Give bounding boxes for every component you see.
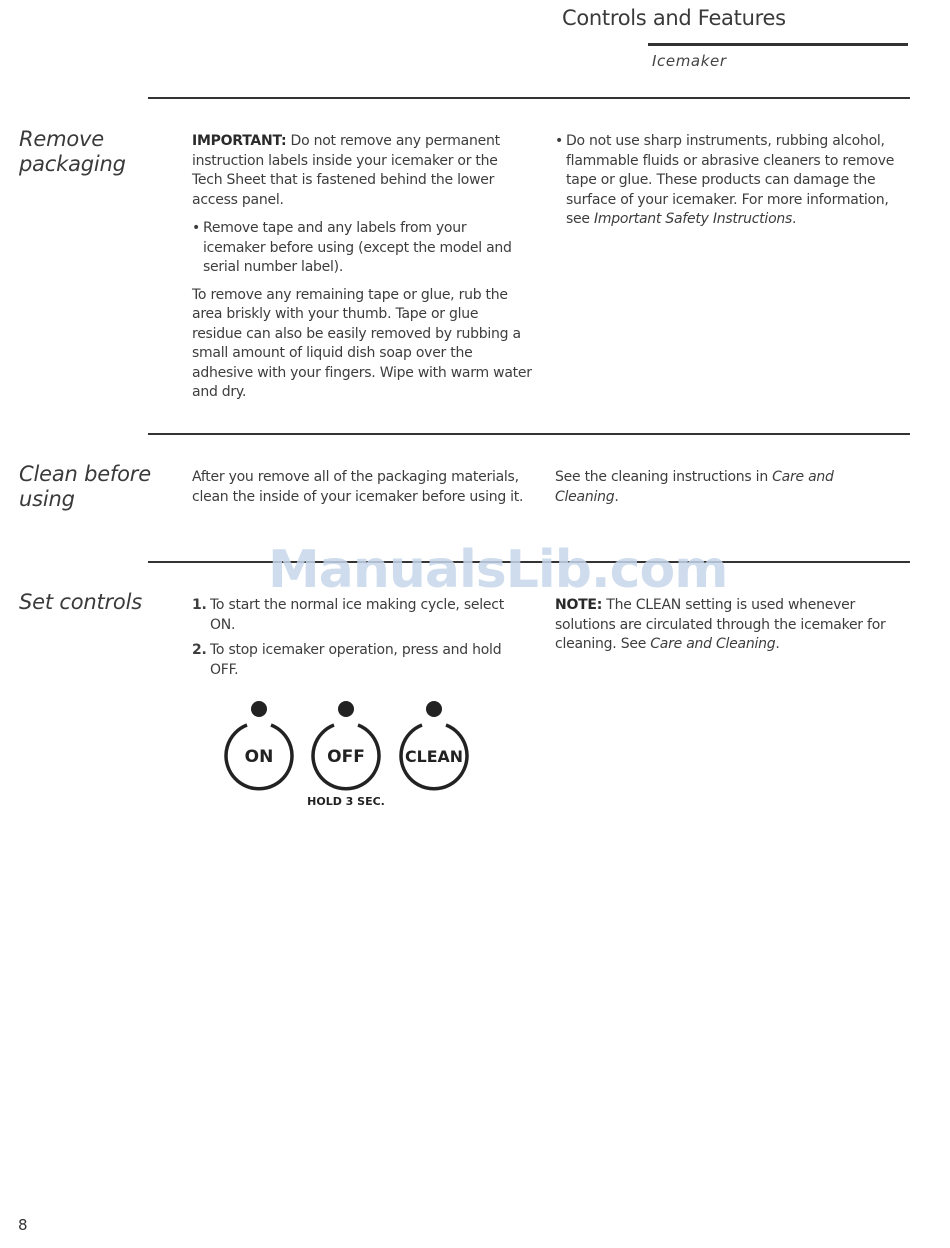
clean-button-icon	[401, 701, 467, 789]
clean-column-right	[555, 468, 885, 507]
bullet-sharp-instruments: • Do not use sharp instruments, rubbing alcohol, flammable fluids or abrasive cleaners to remove tape or glue. These products can damage the surface of your icemaker. For more information, see Important Safety Instructions.	[555, 132, 900, 230]
page-subtitle: Icemaker	[652, 52, 727, 70]
clean-paragraph: After you remove all of the packaging materials, clean the inside of your icemaker before using it.	[192, 469, 524, 505]
hold-label: HOLD 3 SEC.	[307, 795, 385, 808]
bullet-remove-tape: • Remove tape and any labels from your icemaker before using (except the model and serial number label).	[192, 219, 532, 278]
remove-packaging-column-left	[192, 132, 532, 403]
page-title: Controls and Features	[562, 6, 786, 30]
note-paragraph: NOTE: The CLEAN setting is used whenever solutions are circulated through the icemaker for cleaning. See Care and Cleaning.	[555, 597, 886, 652]
remove-packaging-column-right	[555, 132, 900, 230]
header-rule	[648, 43, 908, 46]
step-1: 1. To start the normal ice making cycle, select ON.	[192, 597, 504, 633]
clean-button-label: CLEAN	[405, 747, 463, 766]
section-heading-set-controls: Set controls	[19, 590, 142, 614]
page-number: 8	[18, 1216, 28, 1234]
section-heading-clean-before-using: Clean before using	[19, 462, 151, 511]
on-button-label: ON	[244, 747, 274, 767]
glue-removal-paragraph: To remove any remaining tape or glue, rub the area briskly with your thumb. Tape or glue residue can also be easily removed by rubbing a small amount of liquid dish soap over the adhesive with your fingers. Wipe with warm water and dry.	[192, 286, 532, 400]
off-button-label: OFF	[327, 747, 365, 767]
on-button-icon	[226, 701, 292, 789]
set-controls-steps	[192, 596, 512, 680]
cleaning-reference: See the cleaning instructions in Care and Cleaning.	[555, 469, 834, 505]
step-2: 2. To stop icemaker operation, press and hold OFF.	[192, 642, 502, 678]
section-divider	[148, 433, 910, 435]
important-paragraph: IMPORTANT: Do not remove any permanent instruction labels inside your icemaker or the Tech Sheet that is fastened behind the lower access panel.	[192, 133, 500, 208]
watermark: ManualsLib.com	[268, 540, 728, 600]
off-button-icon	[313, 701, 379, 789]
set-controls-note	[555, 596, 890, 655]
clean-column-left	[192, 468, 542, 507]
section-heading-remove-packaging: Remove packaging	[19, 127, 126, 176]
control-buttons-illustration	[215, 695, 485, 815]
section-divider	[148, 97, 910, 99]
